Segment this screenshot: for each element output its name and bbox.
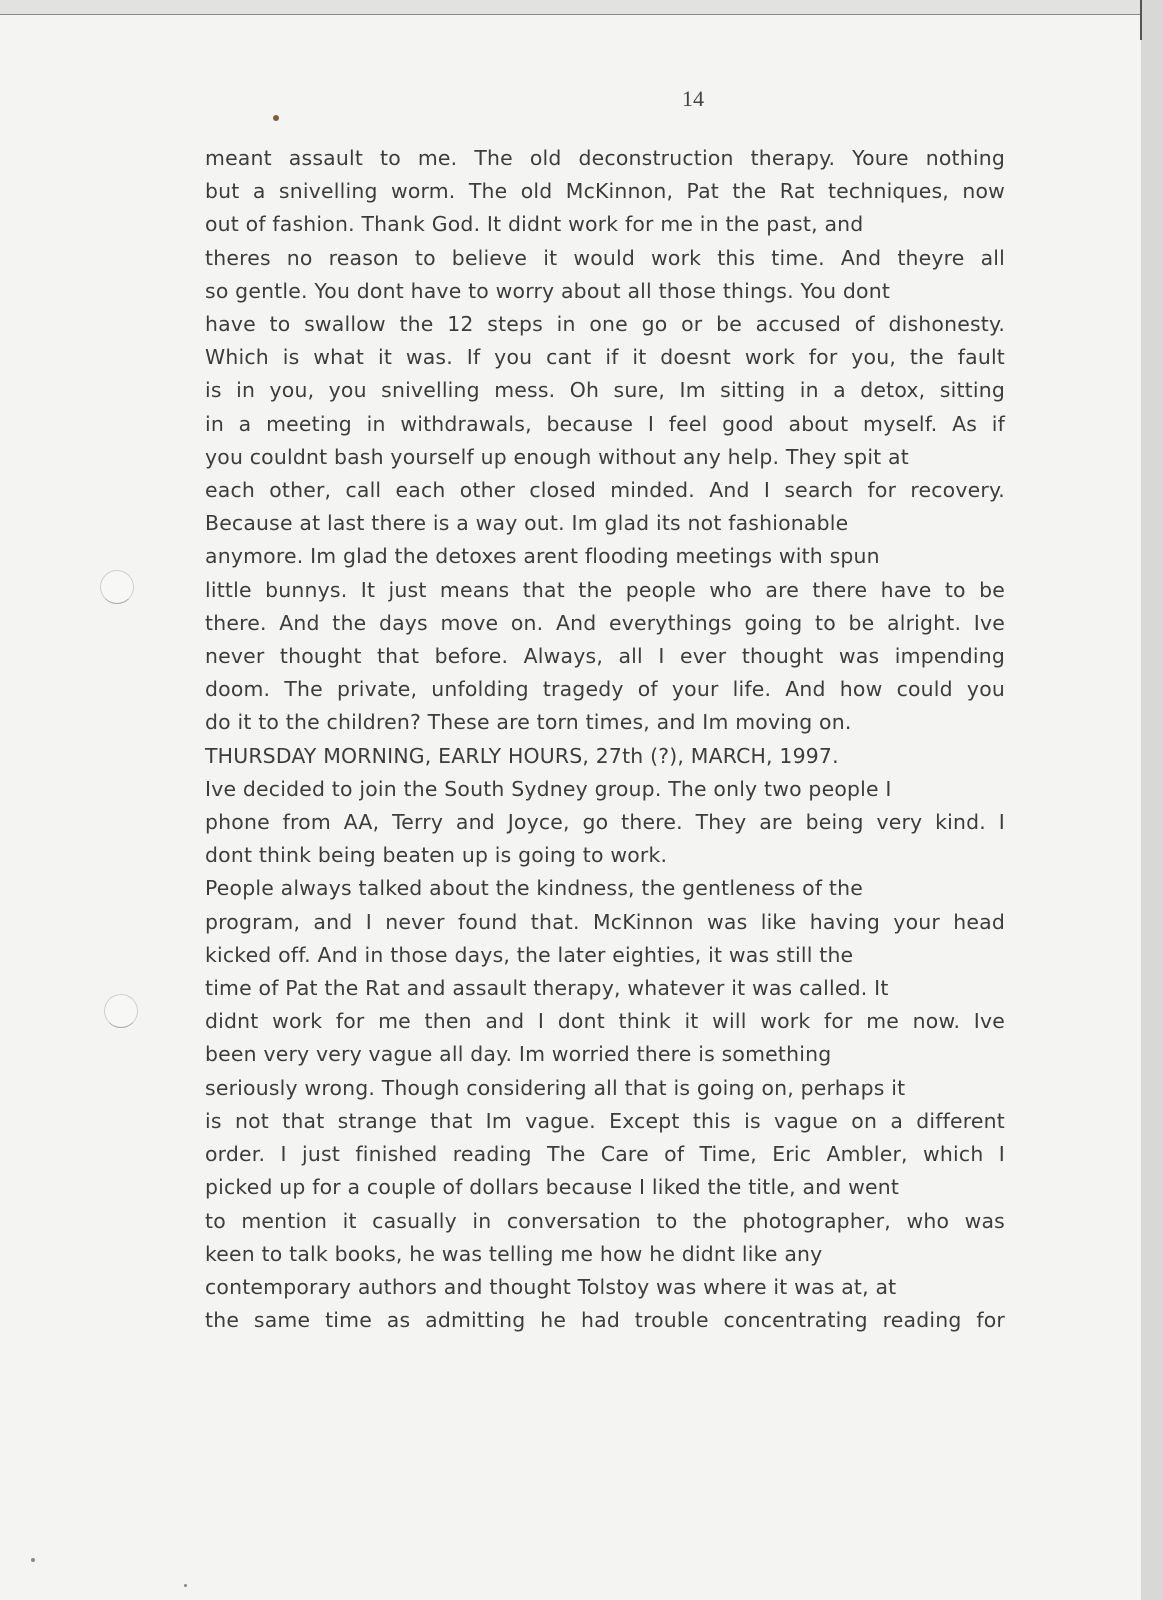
text-line: have to swallow the 12 steps in one go or be accused of dishonesty. (205, 312, 1005, 337)
text-line: theres no reason to believe it would work this time. And theyre all (205, 245, 1005, 270)
text-line: order. I just finished reading The Care of Time, Eric Ambler, which I (205, 1142, 1005, 1167)
text-line: to mention it casually in conversation to the photographer, who was (205, 1208, 1005, 1233)
text-line: phone from AA, Terry and Joyce, go there. They are being very kind. I (205, 810, 1005, 835)
scan-speck (31, 1558, 35, 1562)
text-line: picked up for a couple of dollars because I liked the title, and went (205, 1175, 900, 1200)
text-line: didnt work for me then and I dont think it will work for me now. Ive (205, 1009, 1005, 1034)
text-line: never thought that before. Always, all I ever thought was impending (205, 644, 1005, 669)
text-line: Because at last there is a way out. Im glad its not fashionable (205, 511, 849, 536)
scan-speck (184, 1584, 187, 1587)
text-line: contemporary authors and thought Tolstoy was where it was at, at (205, 1274, 897, 1299)
text-line: so gentle. You dont have to worry about all those things. You dont (205, 278, 891, 303)
text-line: keen to talk books, he was telling me how he didnt like any (205, 1241, 823, 1266)
text-line: there. And the days move on. And everythings going to be alright. Ive (205, 610, 1005, 635)
ink-dot (273, 115, 279, 121)
text-line: People always talked about the kindness, the gentleness of the (205, 876, 863, 901)
scan-top-edge (0, 0, 1163, 15)
text-line: time of Pat the Rat and assault therapy, whatever it was called. It (205, 976, 889, 1001)
text-line: kicked off. And in those days, the later eighties, it was still the (205, 942, 854, 967)
text-line: Ive decided to join the South Sydney group. The only two people I (205, 776, 892, 801)
text-line: but a snivelling worm. The old McKinnon, Pat the Rat techniques, now (205, 179, 1005, 204)
text-line: THURSDAY MORNING, EARLY HOURS, 27th (?), MARCH, 1997. (205, 743, 839, 768)
scan-edge-mark (1140, 0, 1142, 40)
text-line: is in you, you snivelling mess. Oh sure, Im sitting in a detox, sitting (205, 378, 1005, 403)
text-line: meant assault to me. The old deconstruction therapy. Youre nothing (205, 146, 1005, 170)
text-line: the same time as admitting he had trouble concentrating reading for (205, 1308, 1005, 1333)
text-line: seriously wrong. Though considering all that is going on, perhaps it (205, 1075, 906, 1100)
text-line: dont think being beaten up is going to work. (205, 843, 668, 868)
text-line: you couldnt bash yourself up enough without any help. They spit at (205, 444, 909, 469)
text-line: anymore. Im glad the detoxes arent flooding meetings with spun (205, 544, 880, 569)
body-text (205, 142, 1005, 1337)
text-line: program, and I never found that. McKinnon was like having your head (205, 909, 1005, 934)
text-line: Which is what it was. If you cant if it doesnt work for you, the fault (205, 345, 1005, 370)
punch-hole-lower (104, 994, 138, 1028)
text-line: is not that strange that Im vague. Except this is vague on a different (205, 1108, 1005, 1133)
page-number: 14 (682, 86, 704, 111)
text-line: been very very vague all day. Im worried there is something (205, 1042, 832, 1067)
text-line: each other, call each other closed minded. And I search for recovery. (205, 478, 1005, 503)
scan-right-edge (1141, 0, 1163, 1600)
text-line: in a meeting in withdrawals, because I feel good about myself. As if (205, 411, 1005, 436)
text-line: doom. The private, unfolding tragedy of your life. And how could you (205, 677, 1005, 702)
text-line: little bunnys. It just means that the people who are there have to be (205, 577, 1005, 602)
text-line: out of fashion. Thank God. It didnt work for me in the past, and (205, 212, 864, 237)
punch-hole-upper (100, 570, 134, 604)
text-line: do it to the children? These are torn times, and Im moving on. (205, 710, 852, 735)
